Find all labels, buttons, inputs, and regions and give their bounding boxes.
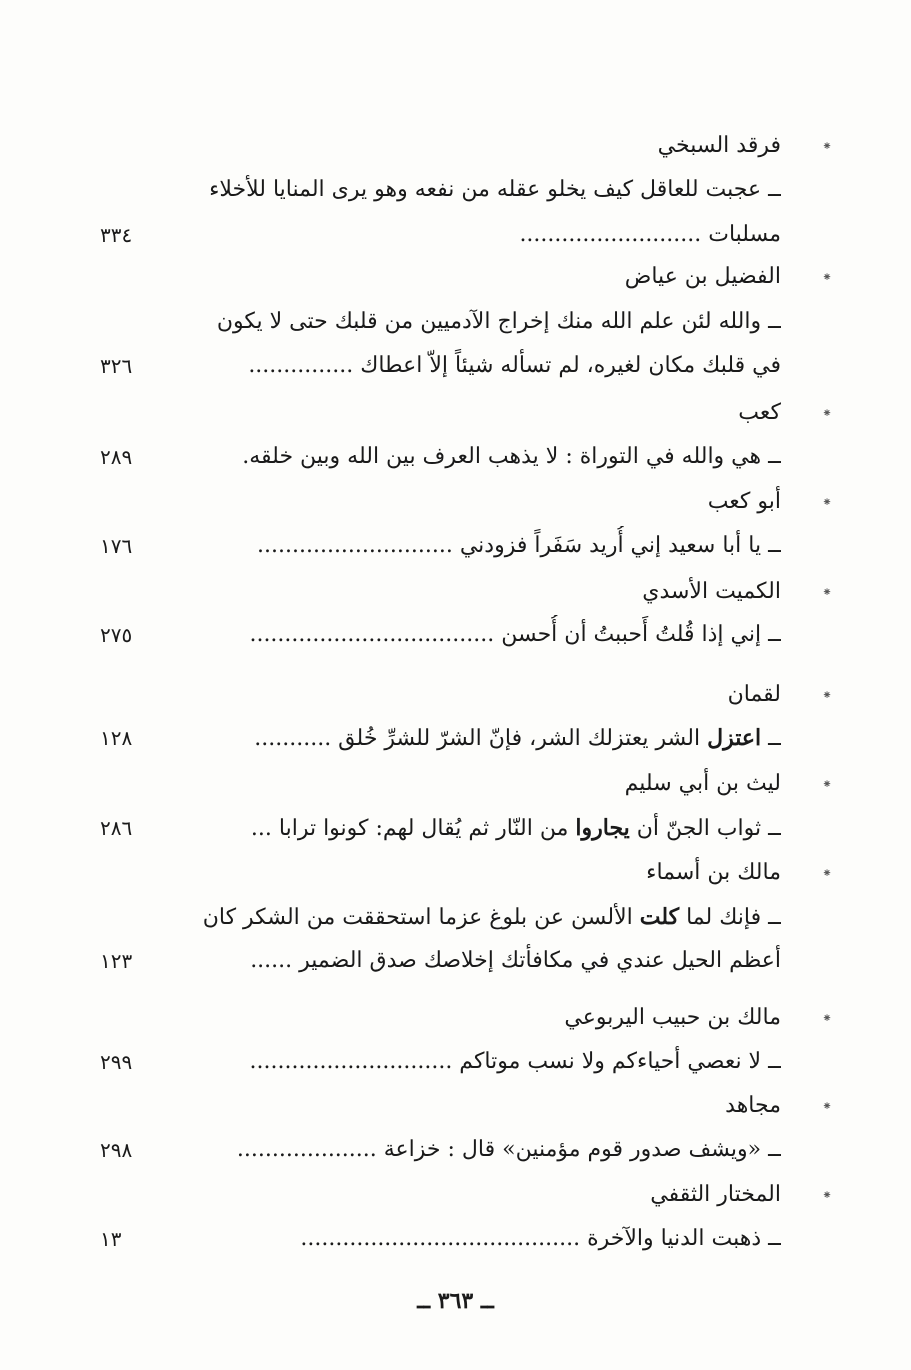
quote-line [0,615,911,655]
bullet-icon: ⁕ [821,270,833,284]
author-name: أبو كعب [707,489,781,514]
quote-text [181,718,781,759]
author-name: الفضيل بن عياض [624,264,781,289]
bullet-icon: ⁕ [821,585,833,599]
quote-text [181,897,781,938]
quote-line [0,808,911,848]
quote-line [0,1219,911,1259]
quote-text-rest: الشر يعتزلك الشر، فإنّ الشرّ للشرِّ خُلق ........... [254,726,708,751]
bullet-icon: ⁕ [821,139,833,153]
quote-text [181,808,781,849]
quote-line [0,437,911,477]
bullet-icon: ⁕ [821,406,833,420]
quote-line [0,302,911,342]
quote-line [0,346,911,386]
page-reference: ٢٨٩ [100,445,133,469]
index-author-row [0,998,911,1038]
page-reference: ٢٩٨ [100,1138,133,1162]
quote-text: في قلبك مكان لغيره، لم تسأله شيئاً إلاّ اعطاك ............... [248,353,781,378]
quote-text: ــ هي والله في التوراة : لا يذهب العرف بين الله وبين خلقه. [242,444,781,469]
bullet-icon: ⁕ [821,1188,833,1202]
quote-bold-word: يجاروا [575,815,630,841]
index-author-row [0,1086,911,1126]
bullet-icon: ⁕ [821,777,833,791]
quote-text-rest: الألسن عن بلوغ عزما استحققت من الشكر كان [202,905,640,930]
index-author-row [0,126,911,166]
quote-line [0,526,911,566]
page-reference: ١٢٨ [100,726,133,750]
page-number-footer: ــ ٣٦٣ ــ [417,1288,494,1314]
author-name: المختار الثقفي [650,1182,781,1207]
quote-line [0,215,911,255]
index-author-row [0,675,911,715]
quote-text: ــ يا أبا سعيد إني أُريد سَفَراً فزودني ............................ [257,533,781,558]
author-name: الكميت الأسدي [642,579,781,604]
page-reference: ٣٣٤ [100,223,133,247]
quote-text: مسلبات .......................... [519,222,781,247]
quote-text: ــ لا نعصي أحياءكم ولا نسب موتاكم ............................. [249,1049,781,1074]
quote-line [0,1130,911,1170]
quote-text-start: ــ ثواب الجنّ أن [629,816,781,841]
quote-text: ــ «ويشف صدور قوم مؤمنين» قال : خزاعة .................... [236,1137,781,1162]
page-reference: ٣٢٦ [100,354,133,378]
quote-text: ــ ذهبت الدنيا والآخرة ........................................ [300,1226,781,1251]
author-name: فرقد السبخي [657,133,781,158]
index-author-row [0,482,911,522]
bullet-icon: ⁕ [821,495,833,509]
page-reference: ١٢٣ [100,949,133,973]
index-author-row [0,853,911,893]
quote-text: ــ عجبت للعاقل كيف يخلو عقله من نفعه وهو يرى المنايا للأخلاء [209,177,781,202]
quote-text-start: ــ [761,726,781,751]
quote-bold-word: اعتزل [707,725,762,751]
page-reference: ٢٧٥ [100,623,133,647]
page-reference: ١٣ [100,1227,122,1251]
page-reference: ٢٨٦ [100,816,133,840]
quote-line [0,718,911,758]
index-author-row [0,764,911,804]
page-reference: ٢٩٩ [100,1050,133,1074]
quote-line [0,1042,911,1082]
quote-bold-word: كلت [639,904,680,930]
quote-text-start: ــ فإنك لما [679,905,781,930]
quote-text-rest: من النّار ثم يُقال لهم: كونوا ترابا ... [250,816,576,841]
quote-text: ــ والله لئن علم الله منك إخراج الآدميين من قلبك حتى لا يكون [216,309,781,334]
page-reference: ١٧٦ [100,534,133,558]
index-author-row [0,572,911,612]
quote-text: ــ إني إذا قُلتُ أَحببتُ أن أُحسن ................................... [249,622,781,647]
index-author-row [0,257,911,297]
quote-line [0,941,911,981]
bullet-icon: ⁕ [821,1099,833,1113]
quote-text: أعظم الحيل عندي في مكافأتك إخلاصك صدق الضمير ...... [250,948,781,973]
author-name: ليث بن أبي سليم [624,771,781,796]
index-author-row [0,1175,911,1215]
bullet-icon: ⁕ [821,1011,833,1025]
index-author-row [0,393,911,433]
author-name: لقمان [727,682,781,707]
author-name: مجاهد [725,1093,781,1118]
bullet-icon: ⁕ [821,688,833,702]
author-name: كعب [738,400,781,425]
author-name: مالك بن حبيب اليربوعي [564,1005,781,1030]
bullet-icon: ⁕ [821,866,833,880]
quote-line [0,170,911,210]
author-name: مالك بن أسماء [646,860,781,885]
quote-line [0,897,911,937]
